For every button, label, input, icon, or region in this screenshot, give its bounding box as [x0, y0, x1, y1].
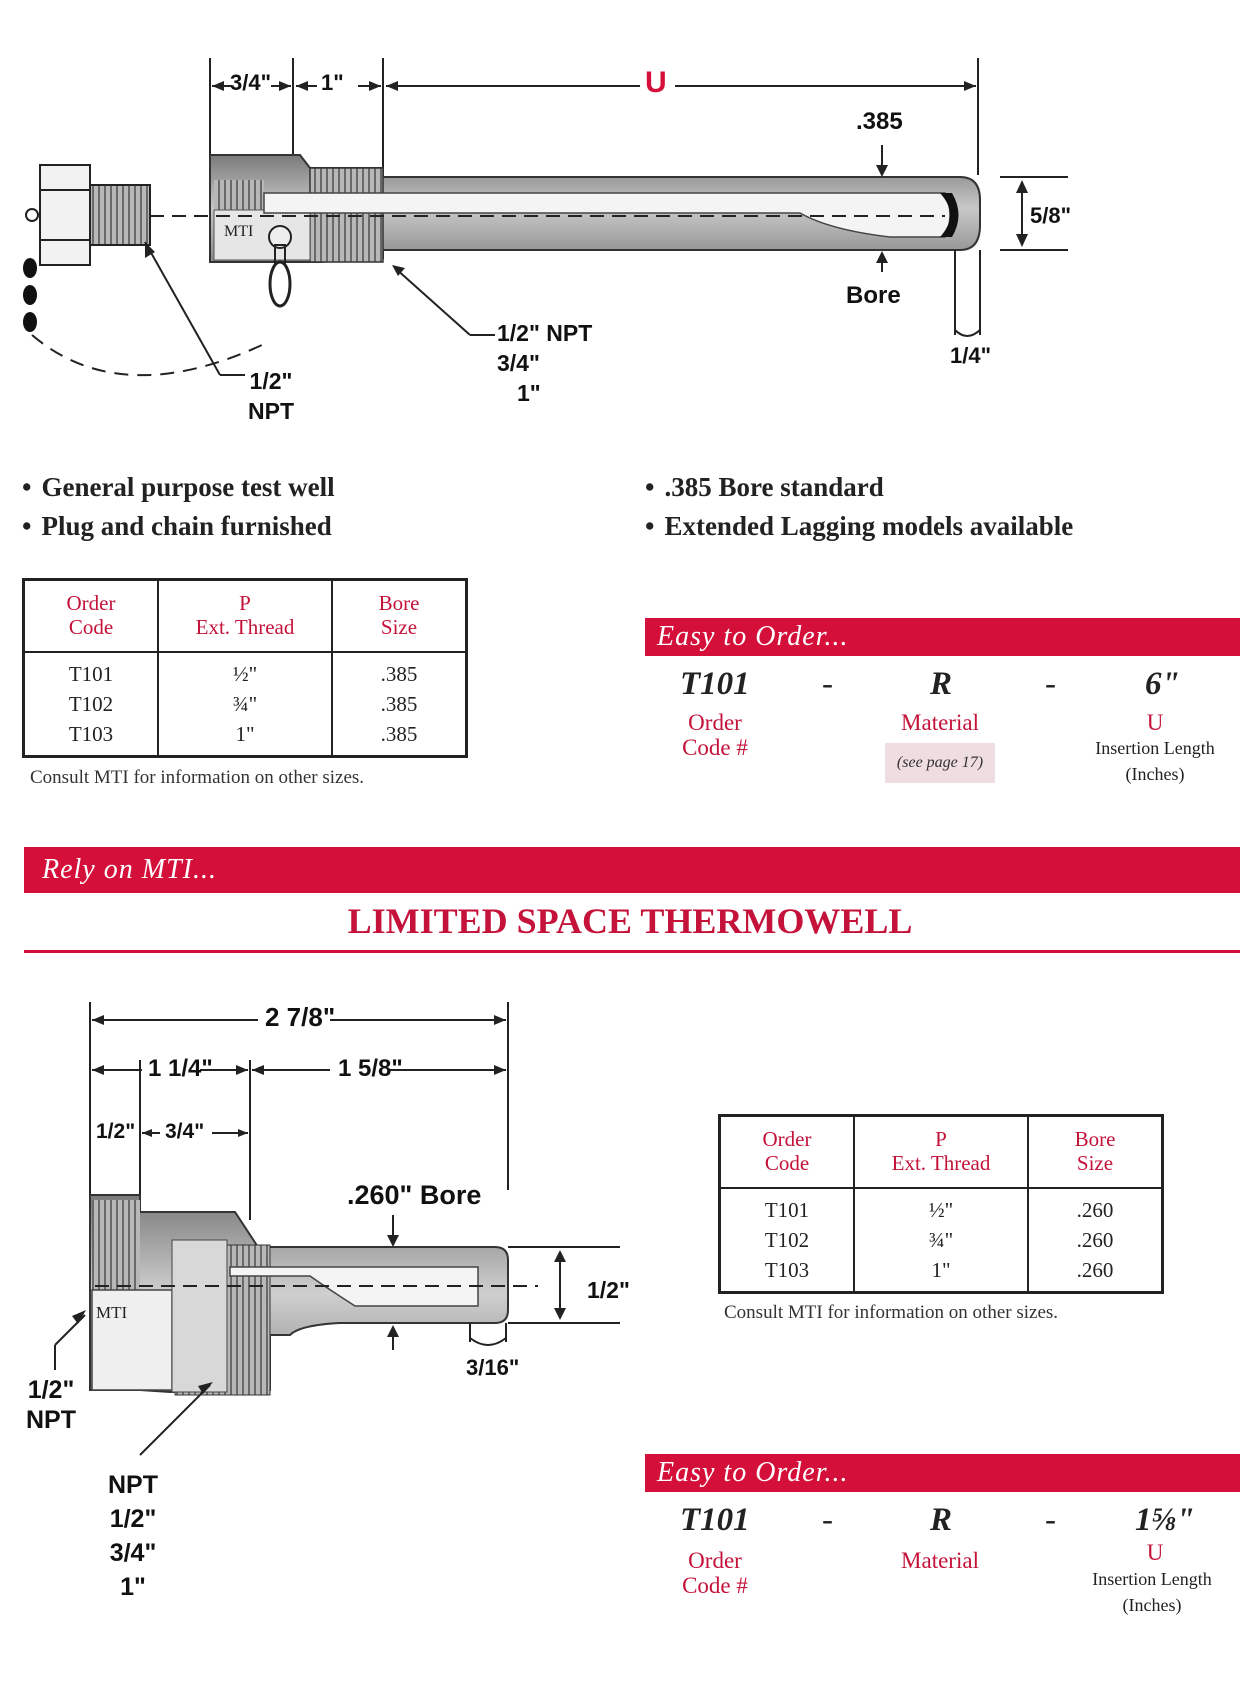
order1-insertion-label: Insertion Length (Inches): [1095, 738, 1215, 784]
section-title: LIMITED SPACE THERMOWELL: [347, 901, 913, 941]
col-bore-size: Bore Size: [1028, 1116, 1163, 1189]
order2-material-label: Material: [901, 1548, 979, 1573]
order1-length: 6": [1145, 666, 1180, 702]
callout-plug-npt: 1/2" NPT: [248, 368, 294, 424]
table-row: T101 T102 T103 ½" ¾" 1" .260 .260 .260: [720, 1188, 1163, 1292]
order1-dash2: -: [1045, 666, 1056, 702]
dim-1: 1": [321, 70, 344, 95]
dim-1-2-b: 1/2": [587, 1277, 630, 1303]
easy-to-order-bar-2: Easy to Order...: [645, 1454, 1240, 1492]
dim-1-1-4: 1 1/4": [148, 1055, 213, 1082]
easy-to-order-bar-1: Easy to Order...: [645, 618, 1240, 656]
col-ext-thread: P Ext. Thread: [854, 1116, 1028, 1189]
label-bore: Bore: [846, 282, 901, 309]
spec-table-2: [718, 1114, 1164, 1294]
order2-code: T101: [680, 1502, 750, 1538]
order1-dash1: -: [822, 666, 833, 702]
order1-u-label: U: [1146, 710, 1164, 735]
order1-code: T101: [680, 666, 750, 702]
dim-3-16: 3/16": [466, 1355, 520, 1380]
callout-npt-1-2: 1/2" NPT: [26, 1376, 76, 1434]
bullet-left-1: • General purpose test well: [22, 472, 335, 502]
stamp-mti-2: MTI: [96, 1303, 128, 1322]
rely-on-mti-bar: Rely on MTI...: [24, 847, 1240, 893]
callout-thread-sizes: 1/2" NPT 3/4" 1": [497, 320, 593, 406]
bullet-left-2: • Plug and chain furnished: [22, 511, 332, 541]
col-ext-thread: P Ext. Thread: [158, 580, 332, 653]
dim-u: U: [645, 66, 667, 99]
dim-3-4: 3/4": [230, 70, 272, 95]
order2-material: R: [930, 1502, 953, 1538]
order1-code-label: Order Code #: [682, 710, 748, 760]
dim-5-8: 5/8": [1030, 203, 1072, 228]
order2-code-label: Order Code #: [682, 1548, 748, 1598]
order2-dash1: -: [822, 1502, 833, 1538]
col-order-code: Order Code: [24, 580, 159, 653]
label-260-bore: .260" Bore: [347, 1180, 482, 1210]
limited-space-thermowell-drawing: [0, 990, 640, 1630]
col-order-code: Order Code: [720, 1116, 855, 1189]
bullet-right-1: • .385 Bore standard: [645, 472, 884, 502]
bullet-right-2: • Extended Lagging models available: [645, 511, 1074, 541]
dim-1-4: 1/4": [950, 343, 992, 368]
order1-material-note: (see page 17): [885, 743, 995, 783]
order2-dash2: -: [1045, 1502, 1056, 1538]
spec-table-1: [22, 578, 468, 758]
dim-3-4-b: 3/4": [165, 1120, 205, 1143]
order2-length: 1⅝": [1135, 1502, 1195, 1538]
stamp-mti-1: MTI: [224, 223, 254, 240]
col-bore-size: Bore Size: [332, 580, 467, 653]
table2-note: Consult MTI for information on other sizes.: [724, 1302, 1059, 1323]
dim-1-2-a: 1/2": [96, 1120, 136, 1143]
table1-note: Consult MTI for information on other sizes.: [30, 767, 365, 788]
dim-1-5-8: 1 5/8": [338, 1055, 403, 1082]
order1-material: R: [930, 666, 953, 702]
table-row: T101 T102 T103 ½" ¾" 1" .385 .385 .385: [24, 652, 467, 756]
section-rule: [24, 950, 1240, 953]
callout-npt-sizes: NPT 1/2" 3/4" 1": [108, 1471, 158, 1601]
order1-material-label: Material: [901, 710, 979, 735]
dim-2-7-8: 2 7/8": [265, 1002, 336, 1032]
order2-u-label: U: [1146, 1540, 1164, 1565]
order2-insertion-label: Insertion Length (Inches): [1092, 1569, 1212, 1615]
dim-385: .385: [856, 108, 903, 135]
